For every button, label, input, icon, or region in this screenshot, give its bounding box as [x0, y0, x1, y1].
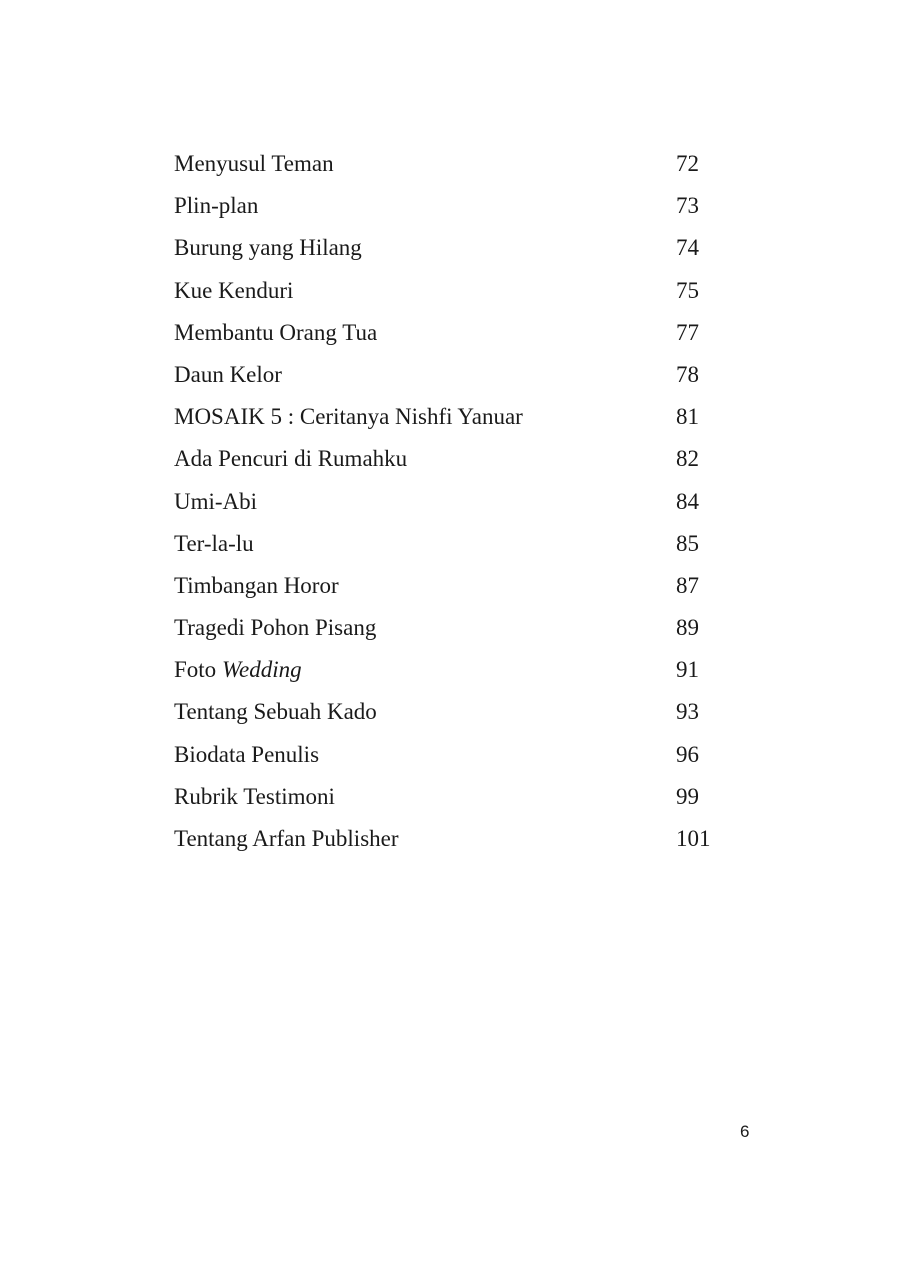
toc-entry	[174, 776, 734, 818]
toc-entry-title: Plin-plan	[174, 193, 259, 219]
toc-entry-page: 84	[676, 488, 699, 514]
toc-entry-page: 78	[676, 361, 699, 387]
toc-entry-page: 96	[676, 741, 699, 767]
toc-entry-page: 81	[676, 404, 699, 430]
toc-entry-title: Membantu Orang Tua	[174, 319, 378, 345]
toc-entry	[174, 691, 734, 733]
toc-entry-page: 75	[676, 277, 699, 303]
toc-entry-title: Menyusul Teman	[174, 151, 334, 176]
toc-entry-title-text: Foto	[174, 657, 222, 683]
toc-entry-title: Umi-Abi	[174, 488, 258, 514]
toc-entry-title: Timbangan Horor	[174, 572, 339, 598]
toc-entry-title-italic: Wedding	[221, 657, 302, 683]
toc-entry	[174, 734, 734, 776]
toc-entry	[174, 818, 734, 860]
toc-entry-title: Rubrik Testimoni	[174, 783, 335, 809]
toc-entry	[174, 438, 734, 480]
toc-entry	[174, 270, 734, 312]
toc-entry	[174, 481, 734, 523]
toc-entry	[174, 354, 734, 396]
toc-entry	[174, 143, 734, 185]
table-of-contents	[174, 143, 734, 860]
toc-entry	[174, 312, 734, 354]
toc-entry-title: Tentang Sebuah Kado	[174, 699, 377, 725]
toc-entry	[174, 396, 734, 438]
toc-entry	[174, 185, 734, 227]
toc-entry-page: 89	[676, 615, 699, 641]
toc-entry-page: 77	[676, 319, 699, 345]
toc-entry	[174, 649, 734, 691]
toc-entry	[174, 607, 734, 649]
toc-entry	[174, 523, 734, 565]
toc-entry-title: Ter-la-lu	[174, 530, 254, 556]
toc-entry-title: Tentang Arfan Publisher	[174, 826, 399, 851]
toc-entry-page: 85	[676, 530, 699, 556]
toc-entry-title: Ada Pencuri di Rumahku	[174, 446, 408, 472]
toc-entry-page: 74	[676, 235, 699, 261]
toc-entry-page: 87	[676, 572, 699, 598]
toc-entry-title: MOSAIK 5 : Ceritanya Nishfi Yanuar	[174, 404, 523, 430]
toc-entry-page: 91	[676, 657, 699, 683]
toc-entry-page: 73	[676, 193, 699, 219]
toc-entry-page: 82	[676, 446, 699, 472]
toc-entry	[174, 565, 734, 607]
toc-entry-title: Biodata Penulis	[174, 741, 320, 767]
toc-entry-title: Kue Kenduri	[174, 277, 294, 303]
toc-entry-page: 72	[676, 151, 699, 176]
toc-entry-page: 99	[676, 783, 699, 809]
toc-entry-page: 93	[676, 699, 699, 725]
toc-entry-title: Tragedi Pohon Pisang	[174, 615, 377, 641]
page-number: 6	[740, 1122, 750, 1141]
toc-entry	[174, 227, 734, 269]
toc-entry-title: Daun Kelor	[174, 361, 282, 387]
toc-entry-title: Burung yang Hilang	[174, 235, 362, 261]
toc-entry-title	[174, 649, 302, 691]
toc-entry-page: 101	[676, 826, 711, 851]
